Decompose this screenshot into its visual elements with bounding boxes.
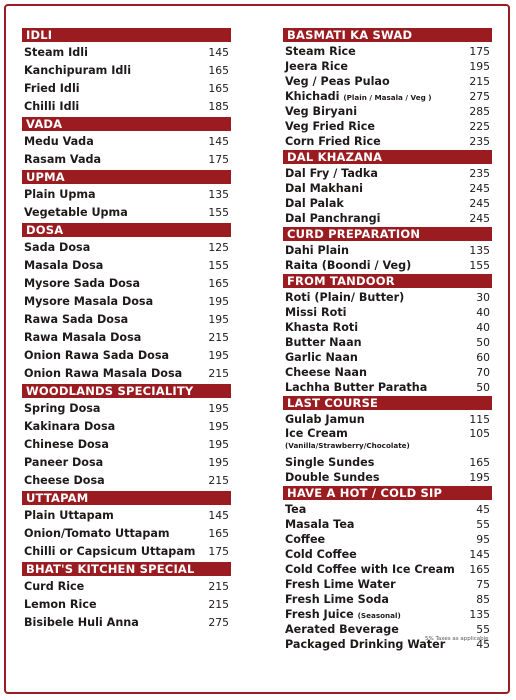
menu-item-note: (Plain / Masala / Veg )	[343, 93, 432, 102]
menu-item-name: Raita (Boondi / Veg)	[285, 259, 412, 272]
menu-item-price: 195	[469, 60, 490, 73]
menu-item-price: 135	[469, 608, 490, 621]
menu-item	[283, 243, 492, 258]
menu-item	[22, 507, 231, 525]
menu-item-name-wrap	[285, 258, 411, 273]
menu-item-name: Kakinara Dosa	[24, 420, 116, 433]
menu-item-price: 105	[469, 427, 490, 440]
menu-item-price: 55	[476, 518, 490, 531]
menu-item-note: (Seasonal)	[357, 611, 401, 620]
menu-item	[22, 98, 231, 116]
menu-item-price: 155	[208, 259, 229, 272]
menu-item-name: Masala Dosa	[24, 259, 104, 272]
menu-item-price: 145	[208, 135, 229, 148]
menu-item-price: 30	[476, 291, 490, 304]
menu-item	[283, 607, 492, 622]
menu-item-price: 215	[469, 75, 490, 88]
menu-item	[22, 275, 231, 293]
menu-item-price: 195	[208, 456, 229, 469]
menu-item-name-wrap	[285, 502, 306, 517]
menu-item	[283, 562, 492, 577]
menu-item	[22, 133, 231, 151]
menu-item-name-wrap	[24, 525, 170, 543]
menu-item-name: Chilli Idli	[24, 100, 80, 113]
menu-item-name-wrap	[285, 577, 396, 592]
menu-item-price: 145	[469, 548, 490, 561]
menu-item-price: 195	[208, 349, 229, 362]
menu-item-name: Dal Palak	[285, 197, 344, 210]
menu-item-price: 165	[469, 563, 490, 576]
menu-item-price: 50	[476, 336, 490, 349]
menu-item-price: 215	[208, 331, 229, 344]
menu-item	[283, 380, 492, 395]
menu-item-name: Rawa Sada Dosa	[24, 313, 129, 326]
menu-item	[283, 258, 492, 273]
menu-item-name: Missi Roti	[285, 306, 347, 319]
menu-item-price: 215	[208, 598, 229, 611]
menu-item	[22, 186, 231, 204]
menu-item-name-wrap	[285, 350, 358, 365]
menu-item	[283, 181, 492, 196]
menu-item-name-wrap	[24, 257, 103, 275]
menu-item-name-wrap	[24, 365, 182, 383]
menu-item	[283, 196, 492, 211]
tax-footnote: 5% Taxes as applicable	[425, 636, 489, 642]
section-header-vada: VADA	[22, 117, 231, 131]
menu-item-name-wrap	[24, 596, 97, 614]
menu-item-price: 195	[469, 471, 490, 484]
menu-item-name: Onion Rawa Sada Dosa	[24, 349, 170, 362]
menu-item-name-wrap	[24, 186, 96, 204]
menu-item-name: Veg / Peas Pulao	[285, 75, 390, 88]
menu-item-name: Chinese Dosa	[24, 438, 109, 451]
menu-item	[22, 347, 231, 365]
menu-item-price: 125	[208, 241, 229, 254]
menu-item-price: 195	[208, 420, 229, 433]
menu-item-name-wrap	[24, 578, 84, 596]
menu-item	[22, 151, 231, 169]
menu-item-name: Packaged Drinking Water	[285, 638, 446, 651]
menu-item-price: 50	[476, 381, 490, 394]
menu-item-price: 195	[208, 295, 229, 308]
section-header-idli: IDLI	[22, 28, 231, 42]
menu-item-price: 45	[476, 638, 490, 651]
menu-item-name: Cold Coffee with Ice Cream	[285, 563, 455, 576]
menu-item-name: Lemon Rice	[24, 598, 97, 611]
menu-item	[22, 204, 231, 222]
menu-item-name: Single Sundes	[285, 456, 375, 469]
menu-item-name: Fresh Juice	[285, 608, 354, 621]
menu-item-name: Coffee	[285, 533, 326, 546]
menu-item-name-wrap	[285, 637, 445, 652]
menu-item-name: Jeera Rice	[285, 60, 348, 73]
menu-item-name: Spring Dosa	[24, 402, 101, 415]
menu-item-price: 195	[208, 313, 229, 326]
menu-item	[22, 436, 231, 454]
menu-item-name-wrap	[285, 166, 378, 181]
menu-item-price: 135	[469, 244, 490, 257]
menu-item-name-wrap	[24, 347, 169, 365]
menu-item-name: Rawa Masala Dosa	[24, 331, 142, 344]
menu-item	[283, 59, 492, 74]
section-header-bhat-s-kitchen-special: BHAT'S KITCHEN SPECIAL	[22, 562, 231, 576]
menu-item-name: Khichadi	[285, 90, 340, 103]
menu-item-name: Double Sundes	[285, 471, 380, 484]
menu-item-name-wrap	[285, 134, 381, 149]
menu-item-name-wrap	[285, 104, 357, 119]
menu-item-name-wrap	[24, 311, 128, 329]
menu-item-price: 235	[469, 135, 490, 148]
menu-item	[283, 455, 492, 470]
menu-item	[22, 472, 231, 490]
menu-item-name: Cold Coffee	[285, 548, 357, 561]
menu-item-name: Curd Rice	[24, 580, 85, 593]
menu-item-name-wrap	[285, 59, 348, 74]
menu-item-price: 245	[469, 197, 490, 210]
menu-item-name-wrap	[24, 239, 90, 257]
menu-item-price: 225	[469, 120, 490, 133]
menu-item-price: 175	[208, 545, 229, 558]
menu-item	[22, 62, 231, 80]
menu-item-name: Chilli or Capsicum Uttapam	[24, 545, 196, 558]
menu-item-name: Aerated Beverage	[285, 623, 399, 636]
menu-item	[22, 400, 231, 418]
menu-item	[283, 335, 492, 350]
menu-item-price: 165	[208, 527, 229, 540]
menu-item	[22, 293, 231, 311]
menu-item-name: Mysore Masala Dosa	[24, 295, 154, 308]
menu-item-name: Plain Upma	[24, 188, 96, 201]
menu-item-name: Onion Rawa Masala Dosa	[24, 367, 183, 380]
menu-item-price: 195	[208, 402, 229, 415]
menu-item-name-wrap	[24, 418, 115, 436]
menu-item	[283, 305, 492, 320]
menu-item-price: 70	[476, 366, 490, 379]
menu-item-price: 40	[476, 306, 490, 319]
section-header-uttapam: UTTAPAM	[22, 491, 231, 505]
menu-item-name: Mysore Sada Dosa	[24, 277, 141, 290]
menu-item-name-wrap	[24, 293, 153, 311]
menu-item-name-wrap	[24, 204, 128, 222]
menu-item-price: 245	[469, 182, 490, 195]
menu-item	[22, 454, 231, 472]
menu-item	[283, 577, 492, 592]
menu-item-name-wrap	[285, 622, 399, 637]
menu-item-name-wrap	[24, 507, 114, 525]
menu-item-name-wrap	[24, 151, 101, 169]
menu-item-name-wrap	[24, 133, 94, 151]
menu-item	[22, 329, 231, 347]
menu-item-name-wrap	[285, 74, 390, 89]
menu-item-name-wrap	[24, 436, 109, 454]
menu-item-name: Dahi Plain	[285, 244, 349, 257]
section-header-upma: UPMA	[22, 170, 231, 184]
menu-item-name: Fresh Lime Water	[285, 578, 396, 591]
menu-item	[283, 89, 492, 104]
menu-item-name-wrap	[285, 562, 455, 577]
menu-item-name-wrap	[285, 290, 404, 305]
menu-item-price: 195	[208, 438, 229, 451]
menu-item-name-wrap	[24, 98, 79, 116]
menu-item-name-wrap	[285, 243, 349, 258]
menu-item-name: Fried Idli	[24, 82, 80, 95]
menu-item-price: 115	[469, 413, 490, 426]
menu-item-name-wrap	[285, 607, 401, 623]
section-header-have-a-hot-cold-sip: HAVE A HOT / COLD SIP	[283, 486, 492, 500]
menu-item-name-wrap	[285, 592, 389, 607]
menu-item-price: 145	[208, 509, 229, 522]
menu-item-name: Bisibele Huli Anna	[24, 616, 139, 629]
menu-item	[22, 365, 231, 383]
menu-item-name: Sada Dosa	[24, 241, 91, 254]
menu-item	[22, 257, 231, 275]
menu-item-price: 175	[208, 153, 229, 166]
menu-item	[22, 525, 231, 543]
menu-item-name: Masala Tea	[285, 518, 355, 531]
menu-item	[283, 104, 492, 119]
section-header-basmati-ka-swad: BASMATI KA SWAD	[283, 28, 492, 42]
menu-item-price: 215	[208, 474, 229, 487]
menu-item	[283, 470, 492, 485]
menu-item-name-wrap	[285, 547, 357, 562]
menu-item-price: 145	[208, 46, 229, 59]
menu-item-name: Onion/Tomato Uttapam	[24, 527, 170, 540]
menu-item-name-wrap	[285, 470, 380, 485]
menu-item-price: 75	[476, 578, 490, 591]
menu-item-name-wrap	[24, 275, 140, 293]
section-header-dosa: DOSA	[22, 223, 231, 237]
menu-item-price: 40	[476, 321, 490, 334]
menu-item-name-wrap	[24, 543, 195, 561]
menu-item-name: Fresh Lime Soda	[285, 593, 389, 606]
menu-item-price: 245	[469, 212, 490, 225]
menu-item-subnote: (Vanilla/Strawberry/Chocolate)	[285, 441, 410, 450]
menu-item-price: 155	[208, 206, 229, 219]
menu-item-name: Steam Rice	[285, 45, 356, 58]
menu-item-name-wrap	[285, 211, 380, 226]
menu-item-name: Steam Idli	[24, 46, 88, 59]
menu-item-name-wrap	[285, 89, 432, 105]
menu-item-name: Vegetable Upma	[24, 206, 128, 219]
menu-item	[22, 418, 231, 436]
menu-item-name: Plain Uttapam	[24, 509, 114, 522]
menu-item	[283, 166, 492, 181]
menu-item	[22, 80, 231, 98]
section-header-woodlands-speciality: WOODLANDS SPECIALITY	[22, 384, 231, 398]
menu-item	[283, 622, 492, 637]
section-header-curd-preparation: CURD PREPARATION	[283, 227, 492, 241]
menu-item-name-wrap	[285, 532, 325, 547]
menu-item-name: Butter Naan	[285, 336, 362, 349]
menu-item-name: Garlic Naan	[285, 351, 358, 364]
menu-item-price: 45	[476, 503, 490, 516]
menu-item-name-wrap	[285, 455, 374, 470]
menu-item-name: Cheese Dosa	[24, 474, 105, 487]
menu-item	[22, 578, 231, 596]
menu-item-price: 275	[208, 616, 229, 629]
menu-item-name-wrap	[24, 472, 105, 490]
menu-item-name-wrap	[285, 365, 367, 380]
menu-item-name: Rasam Vada	[24, 153, 102, 166]
menu-item-price: 165	[208, 82, 229, 95]
menu-item	[283, 502, 492, 517]
menu-item-name: Dal Fry / Tadka	[285, 167, 378, 180]
menu-item-name-wrap	[24, 80, 80, 98]
menu-item-name: Dal Makhani	[285, 182, 364, 195]
menu-item-name: Kanchipuram Idli	[24, 64, 132, 77]
menu-item	[283, 532, 492, 547]
menu-item-price: 165	[469, 456, 490, 469]
menu-item-name-wrap	[285, 181, 363, 196]
menu-column-right	[283, 27, 492, 652]
menu-item	[22, 614, 231, 632]
menu-item	[283, 211, 492, 226]
menu-item-name-wrap	[285, 427, 410, 452]
menu-item-name: Cheese Naan	[285, 366, 367, 379]
menu-item	[283, 517, 492, 532]
menu-column-left	[22, 27, 231, 632]
section-header-from-tandoor: FROM TANDOOR	[283, 274, 492, 288]
menu-item-name-wrap	[24, 454, 103, 472]
menu-item-price: 215	[208, 367, 229, 380]
menu-item	[22, 596, 231, 614]
menu-item-name: Medu Vada	[24, 135, 94, 148]
menu-item	[283, 412, 492, 427]
menu-item-name-wrap	[285, 412, 365, 427]
menu-item-name: Gulab Jamun	[285, 413, 365, 426]
menu-item	[22, 239, 231, 257]
menu-item-price: 165	[208, 277, 229, 290]
menu-item-name: Tea	[285, 503, 307, 516]
menu-item	[283, 74, 492, 89]
menu-item-name: Paneer Dosa	[24, 456, 104, 469]
menu-item-name: Veg Fried Rice	[285, 120, 375, 133]
menu-item-price: 275	[469, 90, 490, 103]
menu-item-name: Roti (Plain/ Butter)	[285, 291, 405, 304]
menu-item-price: 135	[208, 188, 229, 201]
menu-item-name: Corn Fried Rice	[285, 135, 381, 148]
section-header-dal-khazana: DAL KHAZANA	[283, 150, 492, 164]
menu-item-name-wrap	[285, 305, 347, 320]
menu-item-name: Khasta Roti	[285, 321, 359, 334]
menu-item-name-wrap	[24, 44, 88, 62]
menu-item	[283, 365, 492, 380]
menu-item-price: 60	[476, 351, 490, 364]
menu-item	[283, 290, 492, 305]
menu-item-price: 175	[469, 45, 490, 58]
menu-item-name-wrap	[285, 335, 362, 350]
menu-item-price: 185	[208, 100, 229, 113]
menu-item	[22, 311, 231, 329]
menu-item	[283, 547, 492, 562]
section-header-last-course: LAST COURSE	[283, 396, 492, 410]
menu-item	[283, 350, 492, 365]
menu-item-price: 235	[469, 167, 490, 180]
menu-item	[283, 44, 492, 59]
menu-item-name: Lachha Butter Paratha	[285, 381, 428, 394]
menu-item-price: 85	[476, 593, 490, 606]
menu-item-price: 55	[476, 623, 490, 636]
menu-item-price: 285	[469, 105, 490, 118]
menu-item	[283, 134, 492, 149]
menu-item-name-wrap	[24, 400, 100, 418]
menu-item	[283, 592, 492, 607]
menu-item-name: Ice Cream	[285, 427, 348, 440]
menu-item	[283, 119, 492, 134]
menu-item-name: Dal Panchrangi	[285, 212, 381, 225]
menu-item-name-wrap	[285, 44, 356, 59]
menu-item-name-wrap	[285, 380, 427, 395]
menu-item-name-wrap	[285, 196, 344, 211]
menu-item-name-wrap	[24, 329, 141, 347]
menu-item-price: 215	[208, 580, 229, 593]
menu-item	[283, 320, 492, 335]
menu-item-name-wrap	[285, 320, 358, 335]
menu-item-name-wrap	[24, 62, 131, 80]
menu-item-price: 165	[208, 64, 229, 77]
menu-item	[22, 543, 231, 561]
menu-item	[283, 427, 492, 455]
menu-item-price: 155	[469, 259, 490, 272]
menu-item	[22, 44, 231, 62]
menu-item-price: 95	[476, 533, 490, 546]
menu-item-name: Veg Biryani	[285, 105, 358, 118]
menu-item-name-wrap	[24, 614, 139, 632]
menu-item-name-wrap	[285, 119, 375, 134]
menu-item-name-wrap	[285, 517, 354, 532]
